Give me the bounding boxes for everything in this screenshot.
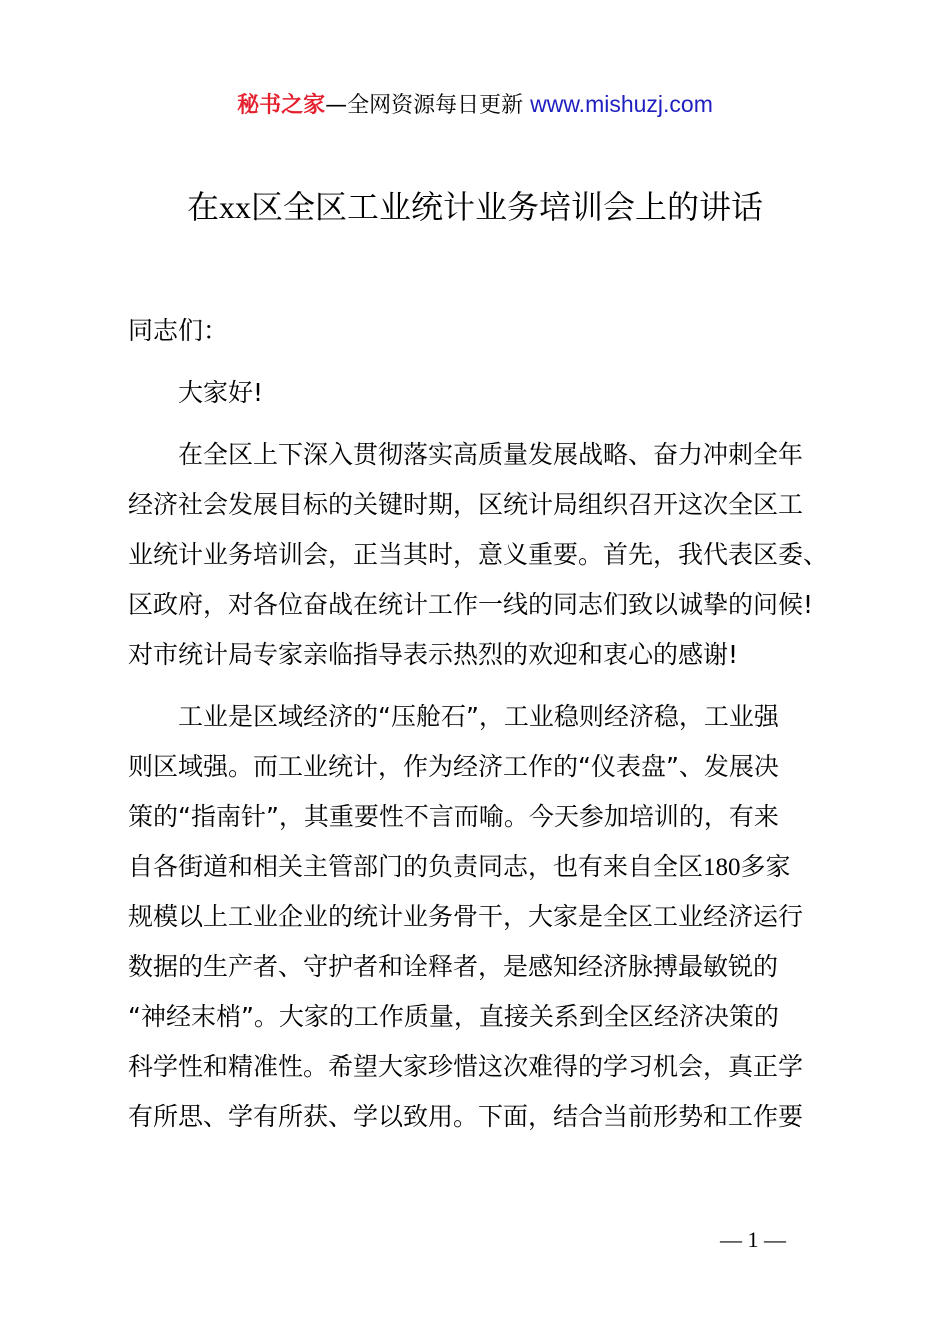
header-tagline: —全网资源每日更新 xyxy=(325,93,531,118)
title-prefix: 在 xyxy=(186,188,219,226)
paragraph-1-line: 大家好! xyxy=(178,378,264,407)
brand-name: 秘书之家 xyxy=(237,93,326,118)
paragraph-3-line: “神经末梢”。大家的工作质量，直接关系到全区经济决策的 xyxy=(128,1002,779,1031)
line-text: 多家 xyxy=(740,852,791,881)
paragraph-2-line: 对市统计局专家亲临指导表示热烈的欢迎和衷心的感谢! xyxy=(128,640,739,669)
document-title xyxy=(0,181,950,233)
header-url[interactable]: www.mishuzj.com xyxy=(530,91,713,117)
paragraph-3-line: 有所思、学有所获、学以致用。下面，结合当前形势和工作要 xyxy=(128,1102,804,1131)
paragraph-2-line: 区政府，对各位奋战在统计工作一线的同志们致以诚挚的问候! xyxy=(128,590,814,619)
page-number: — 1 — xyxy=(720,1227,786,1252)
paragraph-2-line: 在全区上下深入贯彻落实高质量发展战略、奋力冲刺全年 xyxy=(178,440,804,469)
paragraph-3-line: 科学性和精准性。希望大家珍惜这次难得的学习机会，真正学 xyxy=(128,1052,804,1081)
paragraph-3-line: 工业是区域经济的“压舱石”，工业稳则经济稳，工业强 xyxy=(178,702,779,731)
enterprise-count: 180 xyxy=(703,854,741,881)
paragraph-3-line: 数据的生产者、守护者和诠释者，是感知经济脉搏最敏锐的 xyxy=(128,952,779,981)
line-text: 自各街道和相关主管部门的负责同志，也有来自全区 xyxy=(128,852,704,881)
title-suffix: 区全区工业统计业务培训会上的讲话 xyxy=(251,188,764,226)
paragraph-3-line: 则区域强。而工业统计，作为经济工作的“仪表盘”、发展决 xyxy=(128,752,779,781)
paragraph-2-line: 业统计业务培训会，正当其时，意义重要。首先，我代表区委、 xyxy=(128,540,829,569)
paragraph-3-line: 规模以上工业企业的统计业务骨干，大家是全区工业经济运行 xyxy=(128,902,804,931)
title-latin: xx xyxy=(219,189,251,225)
paragraph-3-line xyxy=(128,845,791,890)
paragraph-3-line: 策的“指南针”，其重要性不言而喻。今天参加培训的，有来 xyxy=(128,802,779,831)
salutation: 同志们： xyxy=(128,316,229,345)
site-header xyxy=(0,86,950,124)
paragraph-2-line: 经济社会发展目标的关键时期，区统计局组织召开这次全区工 xyxy=(128,490,804,519)
